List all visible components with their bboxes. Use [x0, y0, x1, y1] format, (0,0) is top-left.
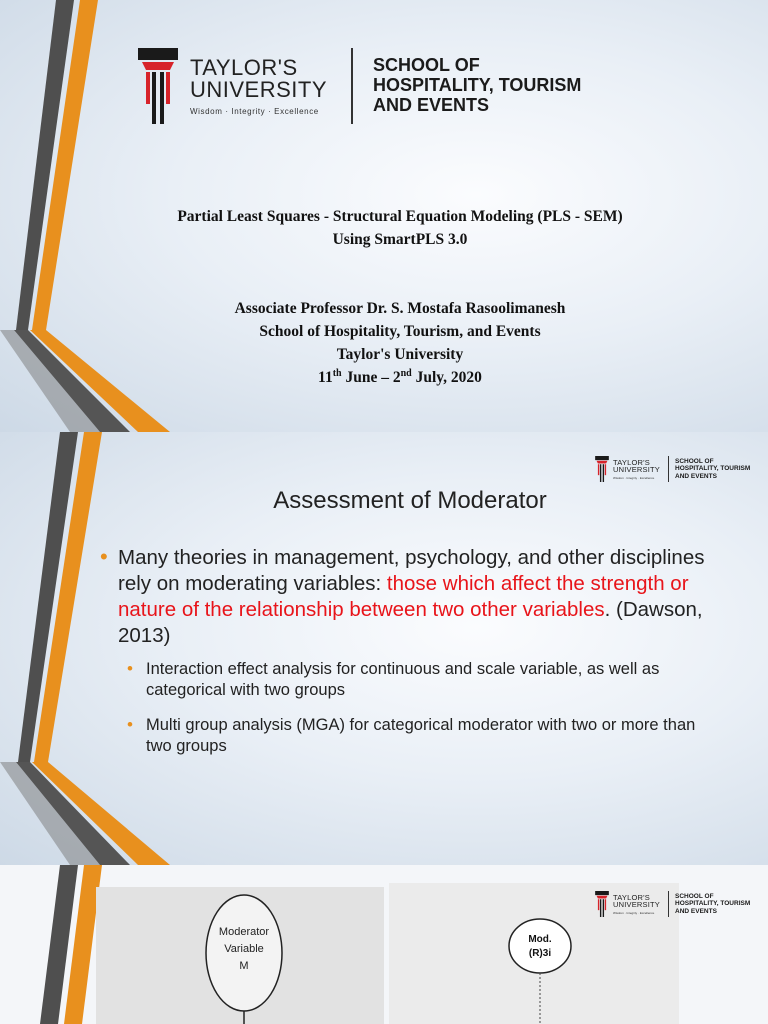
school-name-line1: SCHOOL OF	[675, 893, 714, 901]
slide-heading: Assessment of Moderator	[273, 487, 547, 514]
sub-bullet-text: Interaction effect analysis for continuous and scale variable, as well as categorical with two groups	[146, 660, 660, 699]
university-name-line1: TAYLOR'S	[613, 457, 650, 467]
highlighted-definition: those which affect the strength or nature of the relationship between two other variables	[118, 572, 689, 621]
shield-icon	[595, 456, 609, 482]
logo-divider	[351, 48, 353, 124]
author-block	[100, 297, 700, 389]
school-name-line3: AND EVENTS	[675, 907, 717, 915]
university-tagline: Wisdom · Integrity · Excellence	[190, 106, 319, 116]
title-line-2: Using SmartPLS 3.0	[332, 231, 468, 248]
school-name-line1: SCHOOL OF	[675, 458, 714, 466]
slide-moderator-diagram	[0, 865, 768, 1024]
mod-node	[509, 919, 571, 973]
university-name-line1: TAYLOR'S	[613, 892, 650, 902]
slide-assessment-of-moderator	[0, 432, 768, 865]
school-name	[675, 458, 750, 479]
mod-node-label-2: (R)3i	[528, 948, 552, 959]
school-name-line2: HOSPITALITY, TOURISM	[675, 900, 751, 908]
bullet-dot-icon: •	[100, 544, 108, 569]
moderator-diagram-svg	[96, 887, 384, 1024]
school-name-line1: SCHOOL OF	[373, 55, 480, 76]
bullet-main-text: Many theories in management, psychology, and other disciplines rely on moderating variables: those which affect the strength or nature of the relationship between two other variables. (Dawson, 2013)	[118, 546, 705, 647]
mod-node-label-1: Mod.	[528, 934, 552, 945]
moderator-node-label-2: Variable	[224, 943, 264, 955]
university-logo	[138, 48, 581, 124]
school-name-line2: HOSPITALITY, TOURISM	[373, 75, 582, 96]
school-name	[373, 56, 581, 115]
school-name-line2: HOSPITALITY, TOURISM	[675, 465, 751, 473]
school-name	[675, 893, 750, 914]
university-wordmark	[190, 54, 328, 116]
presentation-date: 11th June – 2nd July, 2020	[318, 367, 482, 386]
shield-icon	[138, 48, 178, 124]
sub-bullet-text: Multi group analysis (MGA) for categorical moderator with two or more than two groups	[146, 716, 696, 755]
title-line-1: Partial Least Squares - Structural Equation Modeling (PLS - SEM)	[177, 208, 623, 225]
university-logo	[595, 456, 750, 482]
bullet-dot-icon: •	[127, 659, 133, 678]
author-university: Taylor's University	[336, 346, 464, 363]
university-name-line2: UNIVERSITY	[613, 465, 661, 474]
bullet-main	[100, 545, 730, 649]
shield-icon	[595, 891, 609, 917]
moderator-node-label-3: M	[239, 960, 249, 972]
moderator-node-label-1: Moderator	[218, 926, 270, 938]
author-name: Associate Professor Dr. S. Mostafa Rasoolimanesh	[234, 300, 566, 317]
logo-divider	[668, 456, 669, 482]
university-tagline: Wisdom · Integrity · Excellence	[613, 910, 655, 915]
school-name-line3: AND EVENTS	[675, 472, 717, 480]
university-wordmark	[613, 894, 660, 915]
sub-bullet	[127, 715, 717, 757]
university-name-line2: UNIVERSITY	[190, 76, 328, 102]
university-name-line1: TAYLOR'S	[190, 54, 298, 80]
sub-bullet	[127, 659, 717, 701]
slide-title	[0, 0, 768, 432]
moderator-diagram-left	[96, 887, 384, 1024]
bullet-dot-icon: •	[127, 715, 133, 734]
author-school: School of Hospitality, Tourism, and Events	[259, 323, 541, 340]
presentation-title	[100, 205, 700, 251]
logo-divider	[668, 891, 669, 917]
university-name-line2: UNIVERSITY	[613, 900, 661, 909]
university-wordmark	[613, 459, 660, 480]
university-logo	[595, 891, 750, 917]
decorative-stripes	[0, 865, 110, 1024]
university-tagline: Wisdom · Integrity · Excellence	[613, 475, 655, 480]
school-name-line3: AND EVENTS	[373, 94, 490, 115]
